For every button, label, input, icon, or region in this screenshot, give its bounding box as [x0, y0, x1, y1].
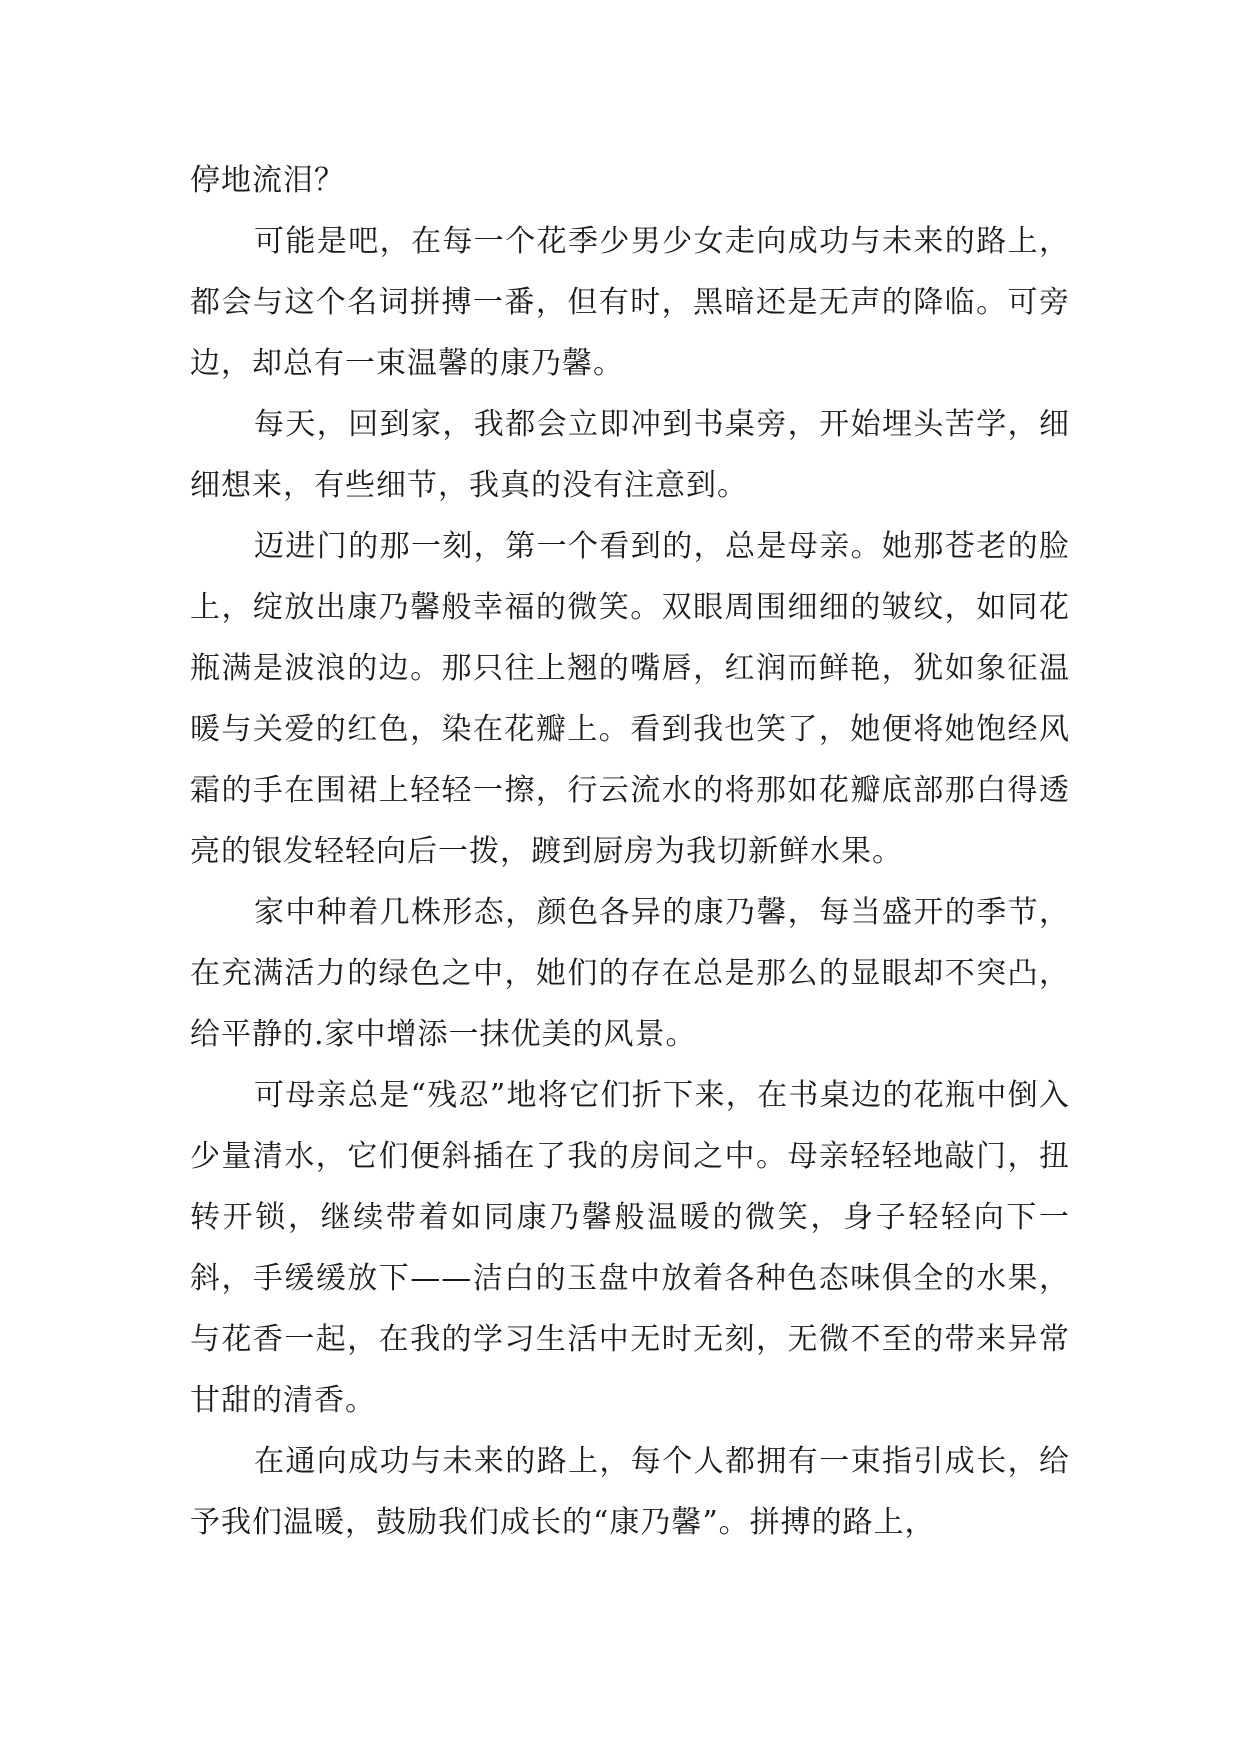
paragraph-6: 可母亲总是“残忍”地将它们折下来，在书桌边的花瓶中倒入少量清水，它们便斜插在了我的房间之中。母亲轻轻地敲门，扭转开锁，继续带着如同康乃馨般温暖的微笑，身子轻轻向下一斜，手缓缓放下——洁白的玉盘中放着各种色态味俱全的水果，与花香一起，在我的学习生活中无时无刻，无微不至的带来异常甘甜的清香。	[190, 1078, 1070, 1418]
paragraph-7: 在通向成功与未来的路上，每个人都拥有一束指引成长，给予我们温暖，鼓励我们成长的“康乃馨”。拼搏的路上，	[190, 1444, 1070, 1540]
paragraph-1: 停地流泪？	[190, 163, 345, 198]
document-body	[190, 150, 1070, 1553]
paragraph-4: 迈进门的那一刻，第一个看到的，总是母亲。她那苍老的脸上，绽放出康乃馨般幸福的微笑。双眼周围细细的皱纹，如同花瓶满是波浪的边。那只往上翘的嘴唇，红润而鲜艳，犹如象征温暖与关爱的红色，染在花瓣上。看到我也笑了，她便将她饱经风霜的手在围裙上轻轻一擦，行云流水的将那如花瓣底部那白得透亮的银发轻轻向后一拨，踱到厨房为我切新鲜水果。	[190, 529, 1070, 869]
paragraph-2: 可能是吧，在每一个花季少男少女走向成功与未来的路上，都会与这个名词拼搏一番，但有时，黑暗还是无声的降临。可旁边，却总有一束温馨的康乃馨。	[190, 224, 1070, 381]
paragraph-5: 家中种着几株形态，颜色各异的康乃馨，每当盛开的季节，在充满活力的绿色之中，她们的存在总是那么的显眼却不突凸，给平静的.家中增添一抹优美的风景。	[190, 895, 1070, 1052]
paragraph-3: 每天，回到家，我都会立即冲到书桌旁，开始埋头苦学，细细想来，有些细节，我真的没有注意到。	[190, 407, 1070, 503]
